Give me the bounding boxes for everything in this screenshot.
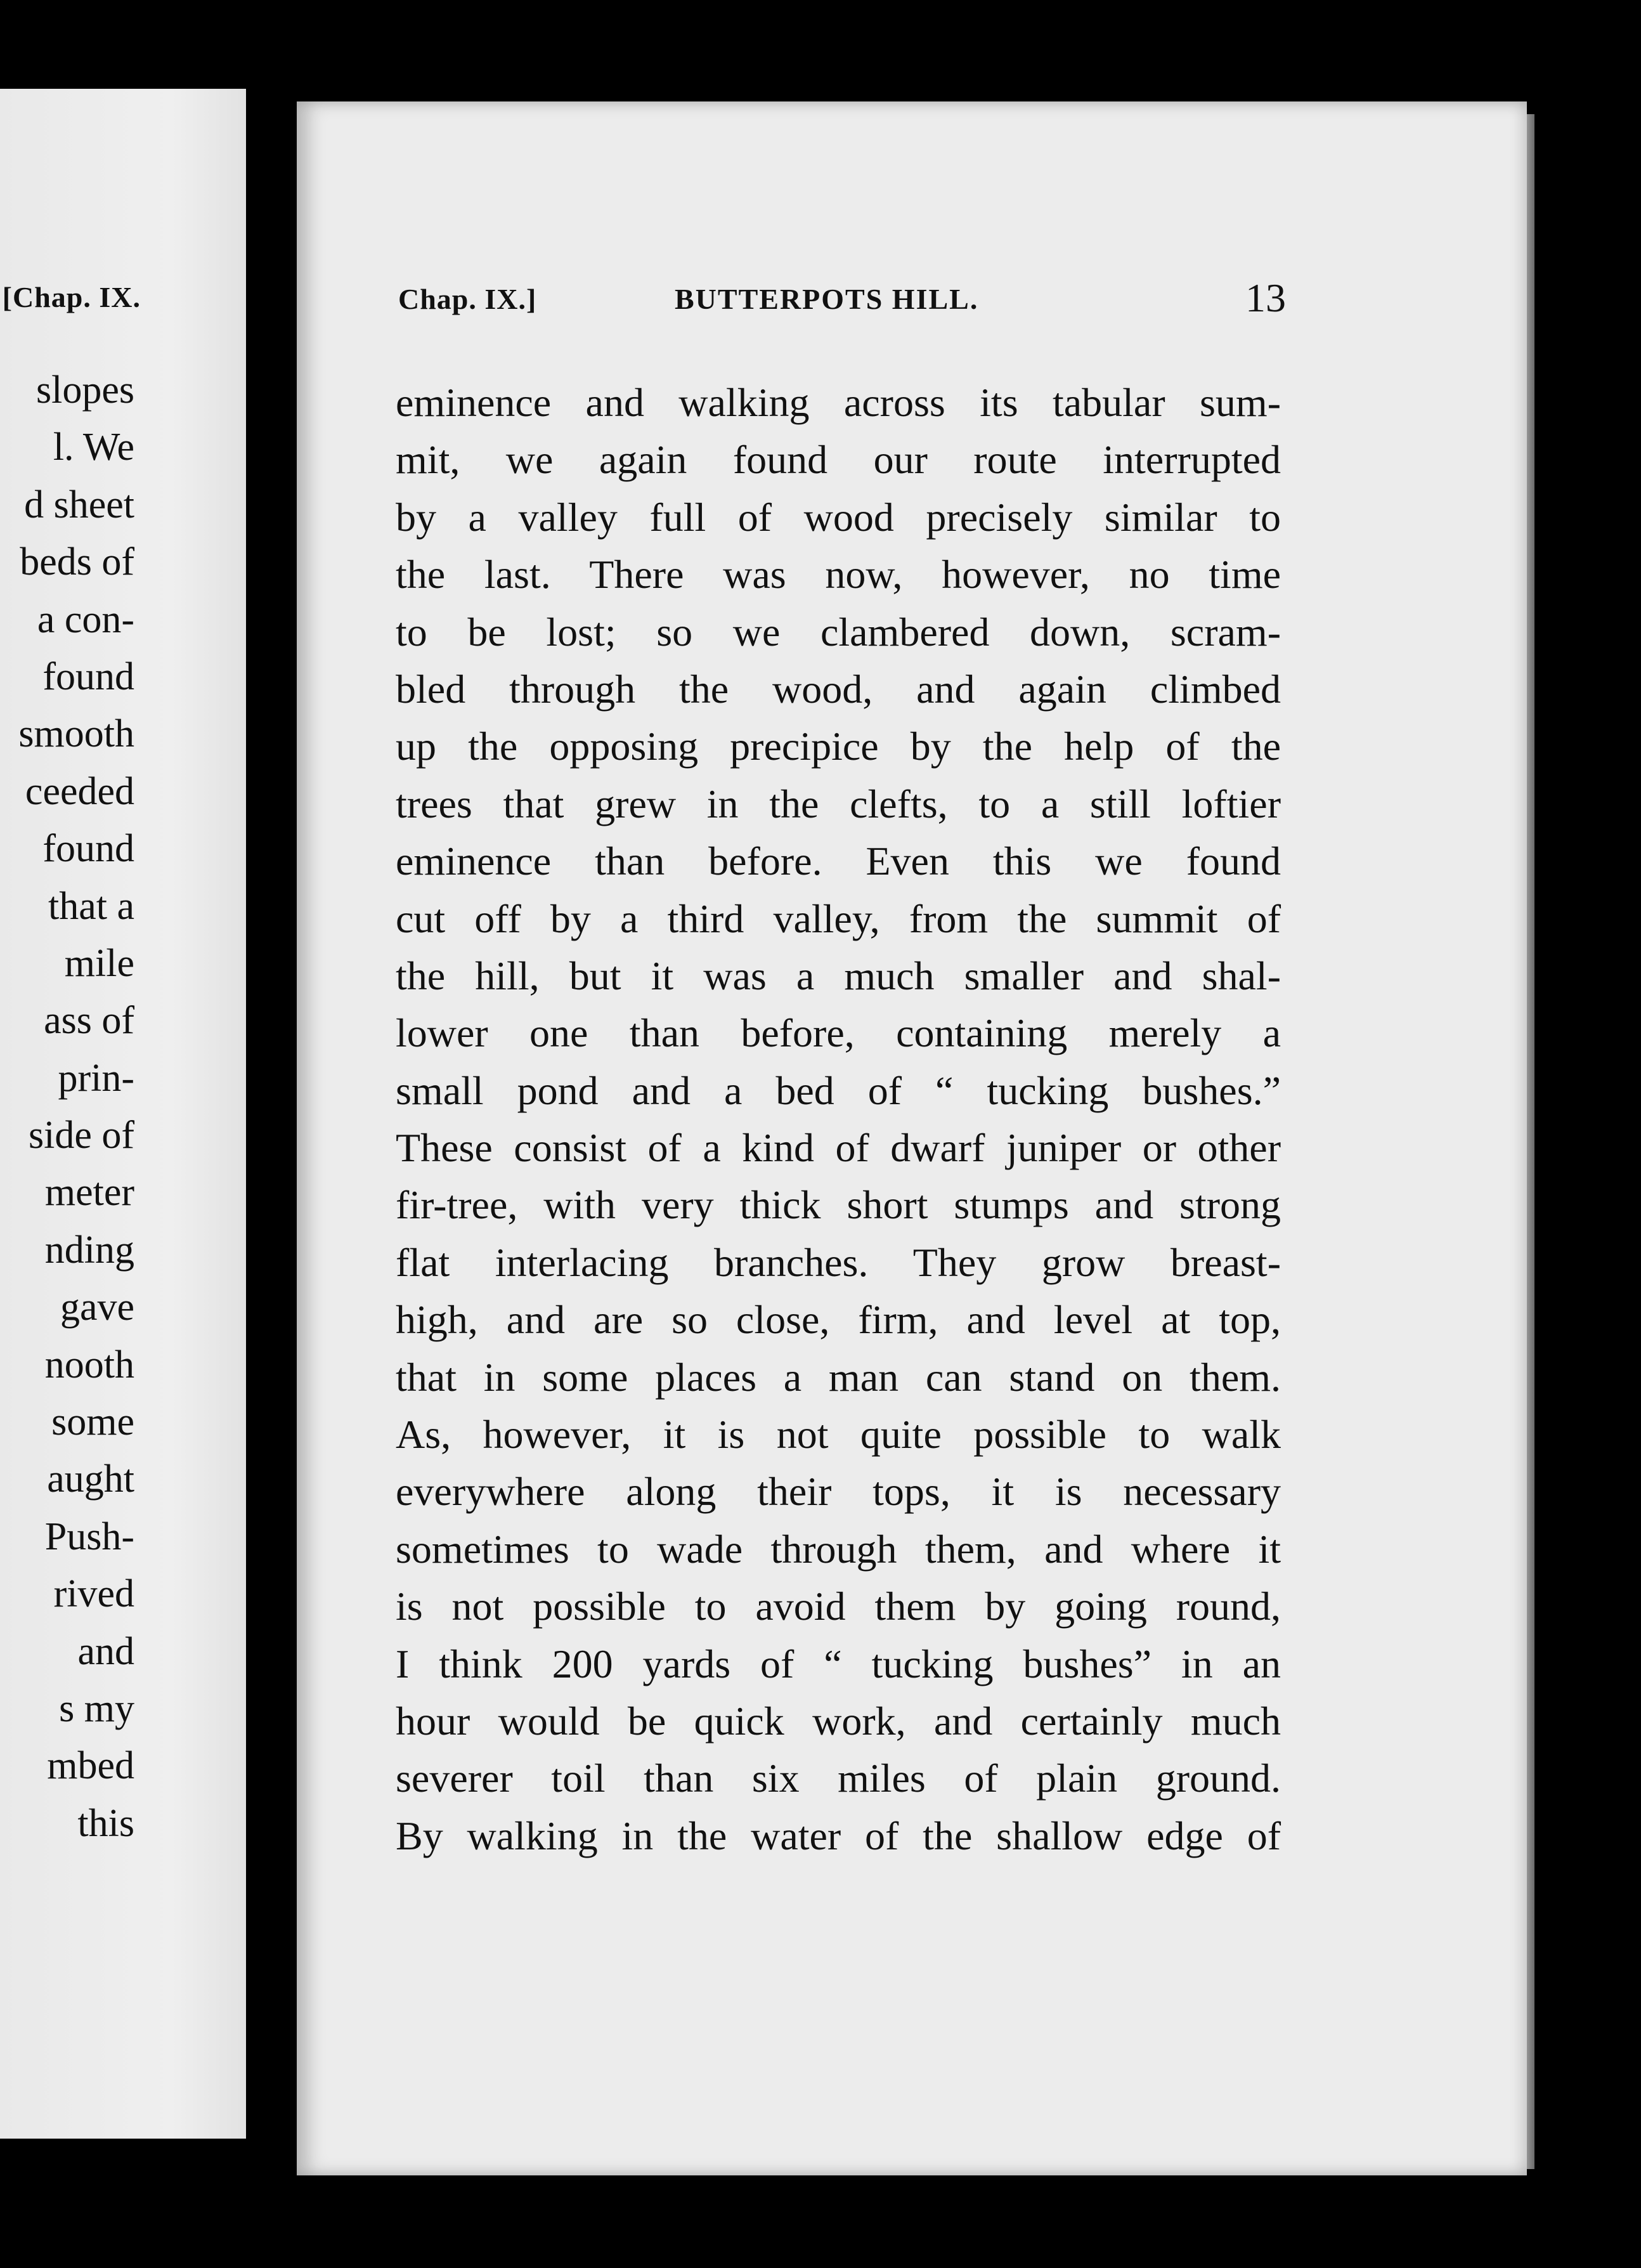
page-title: BUTTERPOTS HILL. xyxy=(675,283,979,315)
text-line: By walking in the water of the shallow edge of xyxy=(396,1813,1281,1858)
text-line: trees that grew in the clefts, to a still loftier xyxy=(396,781,1281,826)
text-line: I think 200 yards of “ tucking bushes” in an xyxy=(396,1641,1281,1686)
text-line: the hill, but it was a much smaller and shal- xyxy=(396,953,1281,998)
text-line: is not possible to avoid them by going round, xyxy=(396,1584,1281,1629)
text-line: hour would be quick work, and certainly much xyxy=(396,1698,1281,1743)
running-head xyxy=(297,275,1527,333)
text-line: by a valley full of wood precisely similar to xyxy=(396,494,1281,540)
text-line: rived xyxy=(53,1572,134,1616)
text-line: l. We xyxy=(53,426,134,469)
text-line: aught xyxy=(47,1457,134,1501)
text-line: small pond and a bed of “ tucking bushes.” xyxy=(396,1067,1281,1113)
text-line: As, however, it is not quite possible to walk xyxy=(396,1412,1281,1457)
left-page-text xyxy=(0,362,134,1852)
text-line: and xyxy=(77,1629,134,1673)
text-line: up the opposing precipice by the help of the xyxy=(396,724,1281,769)
text-line: severer toil than six miles of plain ground. xyxy=(396,1756,1281,1801)
text-line: mit, we again found our route interrupted xyxy=(396,437,1281,483)
text-line: ceeded xyxy=(25,769,134,813)
text-line: nding xyxy=(44,1228,134,1272)
text-line: everywhere along their tops, it is necessary xyxy=(396,1469,1281,1515)
text-line: smooth xyxy=(18,712,134,756)
text-line: some xyxy=(51,1400,134,1444)
text-line: These consist of a kind of dwarf juniper or other xyxy=(396,1125,1281,1171)
text-line: the last. There was now, however, no time xyxy=(396,552,1281,597)
text-line: fir-tree, with very thick short stumps and strong xyxy=(396,1182,1281,1228)
text-line: flat interlacing branches. They grow breast- xyxy=(396,1239,1281,1285)
right-page xyxy=(297,101,1527,2175)
text-line: mbed xyxy=(47,1744,134,1788)
text-line: prin- xyxy=(58,1056,134,1100)
text-line: beds of xyxy=(20,540,134,584)
text-line: Push- xyxy=(44,1515,134,1558)
text-line: this xyxy=(77,1801,134,1845)
text-line: cut off by a third valley, from the summit of xyxy=(396,896,1281,941)
chapter-label: Chap. IX.] xyxy=(398,283,537,315)
text-line: gave xyxy=(60,1286,134,1329)
text-line: side of xyxy=(28,1114,134,1157)
body-text xyxy=(396,374,1281,1865)
text-line: found xyxy=(42,655,134,698)
text-line: bled through the wood, and again climbed xyxy=(396,666,1281,712)
left-running-head: [Chap. IX. xyxy=(2,281,141,313)
text-line: eminence and walking across its tabular sum- xyxy=(396,380,1281,425)
text-line: eminence than before. Even this we found xyxy=(396,838,1281,884)
text-line: s my xyxy=(59,1686,134,1730)
page-number: 13 xyxy=(1245,275,1286,320)
text-line: a con- xyxy=(37,597,134,641)
text-line: d sheet xyxy=(24,483,134,526)
text-line: sometimes to wade through them, and where it xyxy=(396,1526,1281,1572)
text-line: found xyxy=(42,827,134,871)
text-line: slopes xyxy=(36,368,134,412)
text-line: high, and are so close, firm, and level at top, xyxy=(396,1297,1281,1343)
text-line: meter xyxy=(44,1171,134,1215)
text-line: ass of xyxy=(44,999,134,1043)
text-line: that in some places a man can stand on them. xyxy=(396,1354,1281,1400)
text-line: that a xyxy=(48,884,134,928)
text-line: mile xyxy=(64,941,134,985)
text-line: lower one than before, containing merely a xyxy=(396,1010,1281,1056)
text-line: to be lost; so we clambered down, scram- xyxy=(396,609,1281,655)
text-line: nooth xyxy=(44,1343,134,1386)
left-facing-page xyxy=(0,89,246,2139)
